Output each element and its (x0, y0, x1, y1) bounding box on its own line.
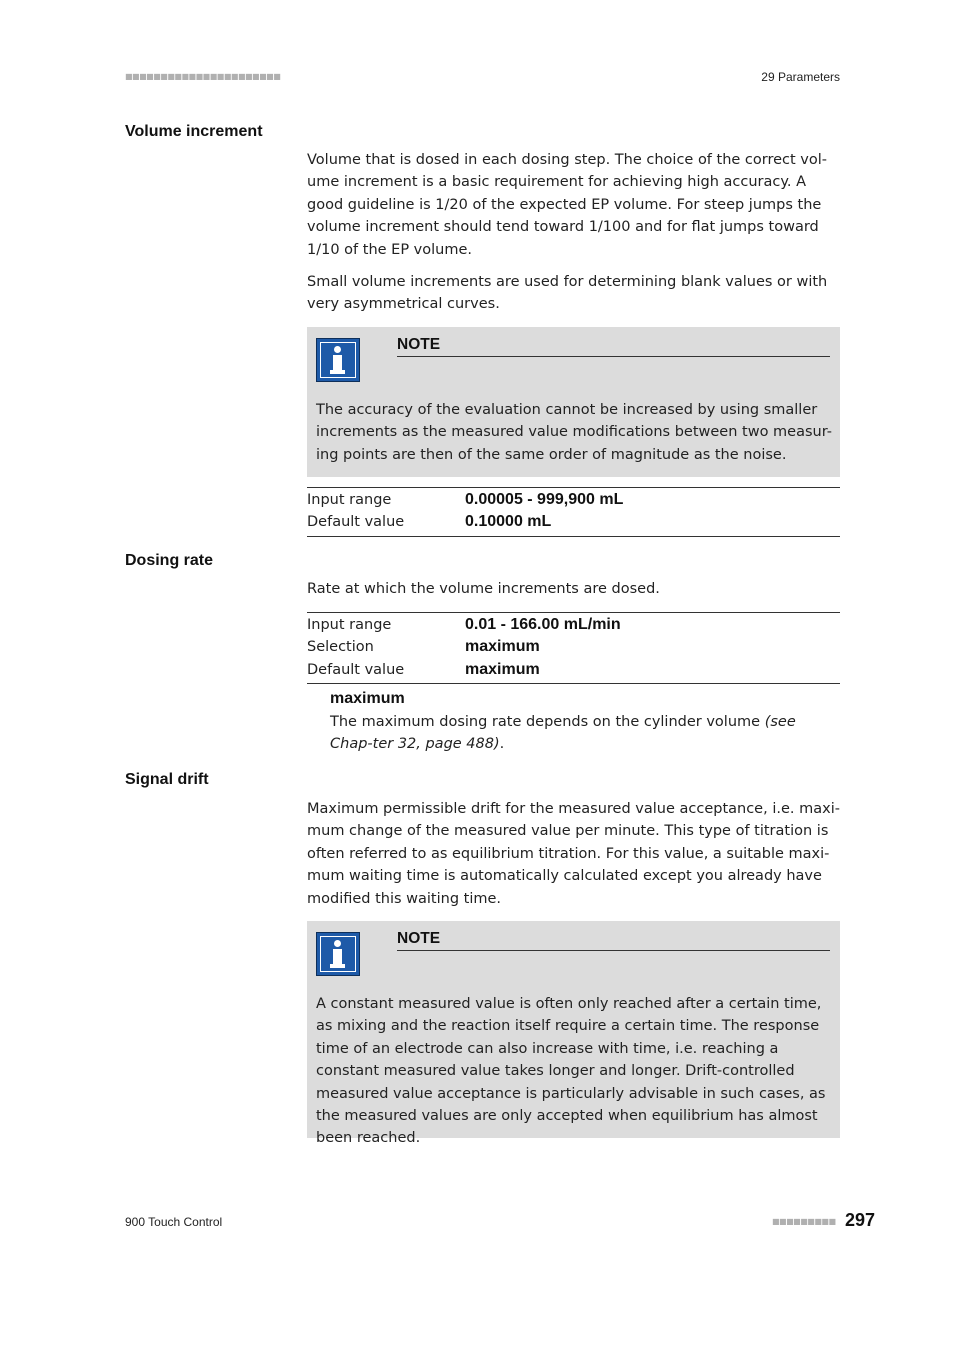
param-label: Selection (307, 639, 374, 656)
param-label: Default value (307, 661, 405, 678)
param-row (307, 659, 840, 681)
footer-squares: ■■■■■■■■■ (772, 1217, 836, 1226)
param-value: 0.00005 - 999,900 mL (465, 491, 624, 508)
param-label: Input range (307, 617, 392, 633)
header-chapter: 29 Parameters (761, 70, 840, 84)
header-squares: ■■■■■■■■■■■■■■■■■■■■■■ (125, 72, 281, 81)
param-row (307, 636, 840, 658)
section-title-signal-drift: Signal drift (125, 771, 209, 788)
info-icon (316, 338, 360, 382)
param-value: 0.01 - 166.00 mL/min (465, 616, 621, 633)
param-table-dosing-rate (307, 612, 840, 684)
option-desc-text: The maximum dosing rate depends on the cylinder volume (330, 714, 765, 730)
volume-increment-description-2: Small volume increments are used for determining blank values or with very asymmetrical curves. (307, 274, 828, 313)
section-title-volume-increment: Volume increment (125, 123, 263, 140)
option-name-maximum: maximum (330, 690, 405, 707)
option-desc-end: . (499, 736, 505, 753)
dosing-rate-description: Rate at which the volume increments are dosed. (307, 581, 660, 597)
option-description-maximum (330, 711, 840, 756)
section-title-dosing-rate: Dosing rate (125, 552, 214, 569)
chapter-reference: (see Chap-ter 32, page 488) (330, 714, 796, 753)
note-text: The accuracy of the evaluation cannot be increased by using smaller increments as the measured value modifications between two measur-ing points are then of the same order of magnitude as the noise. (316, 402, 832, 463)
note-title: NOTE (397, 336, 830, 357)
param-row (307, 489, 840, 511)
param-label: Input range (307, 492, 392, 508)
note-box-signal-drift (307, 921, 840, 1147)
signal-drift-description: Maximum permissible drift for the measured value acceptance, i.e. maxi-mum change of the measured value per minute. This type of titration is often referred to as equilibrium titration. For this value, a suitable maxi-mum waiting time is automatically calculated except you already have modified this waiting time. (307, 801, 840, 907)
note-title: NOTE (397, 930, 830, 951)
param-value: maximum (465, 638, 540, 656)
note-box-volume-increment (307, 327, 840, 477)
page-number: 297 (845, 1210, 876, 1230)
param-table-volume-increment (307, 487, 840, 537)
param-value: 0.10000 mL (465, 513, 552, 531)
param-row (307, 511, 840, 533)
footer-product: 900 Touch Control (125, 1215, 223, 1229)
info-icon (316, 932, 360, 976)
param-value: maximum (465, 660, 540, 678)
param-label: Default value (307, 514, 405, 531)
param-row (307, 614, 840, 636)
volume-increment-description: Volume that is dosed in each dosing step. The choice of the correct vol-ume increment is a basic requirement for achieving high accuracy. A good guideline is 1/20 of the expected EP volume. For steep jumps the volume increment should tend toward 1/100 and for flat jumps toward 1/10 of the EP volume. (307, 152, 828, 258)
note-text: A constant measured value is often only reached after a certain time, as mixing and the reaction itself require a certain time. The response time of an electrode can also increase with time, i.e. reaching a constant measured value takes longer and longer. Drift-controlled measured value acceptance is particularly advisable in such cases, as the measured values are only accepted when equilibrium has almost been reached. (316, 996, 826, 1147)
